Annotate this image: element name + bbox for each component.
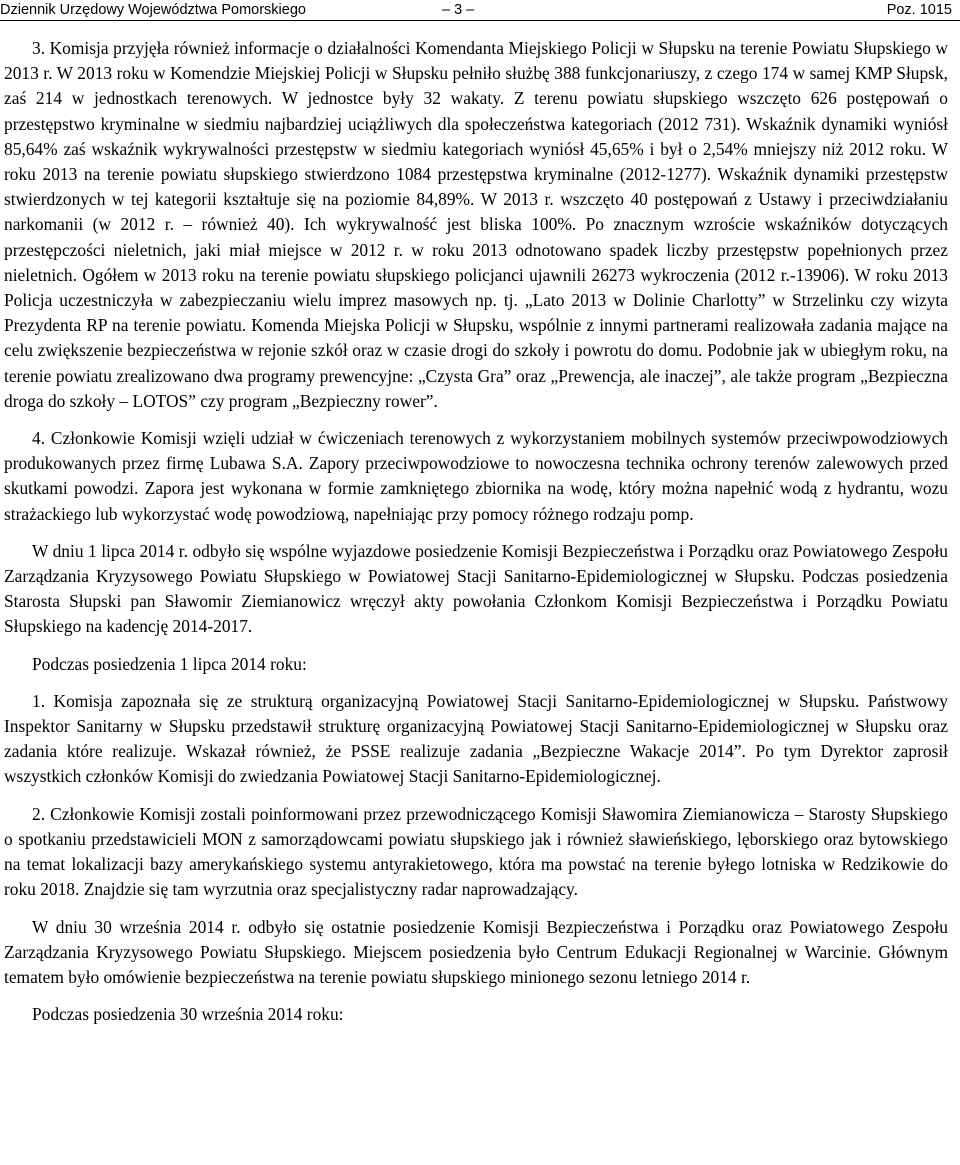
paragraph-july-item-2: 2. Członkowie Komisji zostali poinformowani przez przewodniczącego Komisji Sławomira Ziemianowicza – Starosty Słupskiego o spotkaniu przedstawicieli MON z samorządowcami powiatu słupskiego jak i również sławieńskiego, lęborskiego oraz bytowskiego na temat lokalizacji bazy amerykańskiego systemu antyrakietowego, która ma powstać na terenie byłego lotniska w Redzikowie do roku 2018. Znajdzie się tam wyrzutnia oraz specjalistyczny radar naprowadzający. (4, 803, 948, 900)
page-header (0, 0, 960, 21)
paragraph-july-item-1: 1. Komisja zapoznała się ze strukturą organizacyjną Powiatowej Stacji Sanitarno-Epidemiologicznej w Słupsku. Państwowy Inspektor Sanitarny w Słupsku przedstawił strukturę organizacyjną Powiatowej Stacji Sanitarno-Epidemiologicznej w Słupsku oraz zadania które realizuje. Wskazał również, że PSSE realizuje zadania „Bezpieczne Wakacje 2014”. Po tym Dyrektor zaprosił wszystkich członków Komisji do zwiedzania Powiatowej Stacji Sanitarno-Epidemiologicznej. (4, 690, 948, 787)
publication-title: Dziennik Urzędowy Województwa Pomorskiego (0, 2, 306, 18)
paragraph-item-3: 3. Komisja przyjęła również informacje o działalności Komendanta Miejskiego Policji w Słupsku na terenie Powiatu Słupskiego w 2013 r. W 2013 roku w Komendzie Miejskiej Policji w Słupsku pełniło służbę 388 funkcjonariuszy, z czego 174 w samej KMP Słupsk, zaś 214 w jednostkach terenowych. W jednostce były 32 wakaty. Z terenu powiatu słupskiego wszczęto 626 postępowań o przestępstwo kryminalne w siedmiu najbardziej uciążliwych dla społeczeństwa kategoriach (2012 731). Wskaźnik dynamiki wyniósł 85,64% zaś wskaźnik wykrywalności przestępstw w siedmiu kategoriach wyniósł 45,65% i był o 2,54% mniejszy niż 2012 roku. W roku 2013 na terenie powiatu słupskiego stwierdzono 1084 przestępstwa kryminalne (2012-1277). Wskaźnik dynamiki przestępstw stwierdzonych w tej kategorii kształtuje się na poziomie 84,89%. W 2013 r. wszczęto 40 postępowań z Ustawy i przeciwdziałaniu narkomanii (w 2012 r. – również 40). Ich wykrywalność jest bliska 100%. Po znacznym wzroście wskaźników dotyczących przestępczości nieletnich, jaki miał miejsce w 2012 r. w roku 2013 odnotowano spadek liczby przestępstw popełnionych przez nieletnich. Ogółem w 2013 roku na terenie powiatu słupskiego policjanci ujawnili 26273 wykroczenia (2012 r.-13906). W roku 2013 Policja uczestniczyła w zabezpieczaniu wielu imprez masowych np. tj. „Lato 2013 w Dolinie Charlotty” w Strzelinku czy wizyta Prezydenta RP na terenie powiatu. Komenda Miejska Policji w Słupsku, wspólnie z innymi partnerami realizowała zadania mające na celu zwiększenie bezpieczeństwa w rejonie szkół oraz w czasie drogi do szkoły i powrotu do domu. Podobnie jak w ubiegłym roku, na terenie powiatu zrealizowano dwa programy prewencyjne: „Czysta Gra” oraz „Prewencja, ale inaczej”, ale także program „Bezpieczna droga do szkoły – LOTOS” czy program „Bezpieczny rower”. (4, 38, 948, 411)
paragraph-item-4: 4. Członkowie Komisji wzięli udział w ćwiczeniach terenowych z wykorzystaniem mobilnych systemów przeciwpowodziowych produkowanych przez firmę Lubawa S.A. Zapory przeciwpowodziowe to nowoczesna technika ochrony terenów zalewowych przed skutkami powodzi. Zapora jest wykonana w formie zamkniętego zbiornika na wodę, który można napełnić wodą z hydrantu, wozu strażackiego lub wykorzystać wodę powodziową, napełniając przy pomocy różnego rodzaju pomp. (4, 428, 948, 524)
header-rule (0, 20, 960, 21)
document-body (4, 36, 948, 1027)
paragraph-meeting-september: W dniu 30 września 2014 r. odbyło się ostatnie posiedzenie Komisji Bezpieczeństwa i Porządku oraz Powiatowego Zespołu Zarządzania Kryzysowego Powiatu Słupskiego. Miejscem posiedzenia było Centrum Edukacji Regionalnej w Warcinie. Głównym tematem było omówienie bezpieczeństwa na terenie powiatu słupskiego minionego sezonu letniego 2014 r. (4, 916, 948, 987)
page-number: – 3 – (442, 2, 475, 18)
paragraph-july-heading: Podczas posiedzenia 1 lipca 2014 roku: (32, 653, 307, 674)
paragraph-meeting-july: W dniu 1 lipca 2014 r. odbyło się wspólne wyjazdowe posiedzenie Komisji Bezpieczeństwa i Porządku oraz Powiatowego Zespołu Zarządzania Kryzysowego Powiatu Słupskiego w Powiatowej Stacji Sanitarno-Epidemiologicznej w Słupsku. Podczas posiedzenia Starosta Słupski pan Sławomir Ziemianowicz wręczył akty powołania Członkom Komisji Bezpieczeństwa i Porządku Powiatu Słupskiego na kadencję 2014-2017. (4, 540, 948, 637)
position-number: Poz. 1015 (886, 2, 952, 18)
paragraph-september-heading: Podczas posiedzenia 30 września 2014 roku: (32, 1004, 344, 1025)
